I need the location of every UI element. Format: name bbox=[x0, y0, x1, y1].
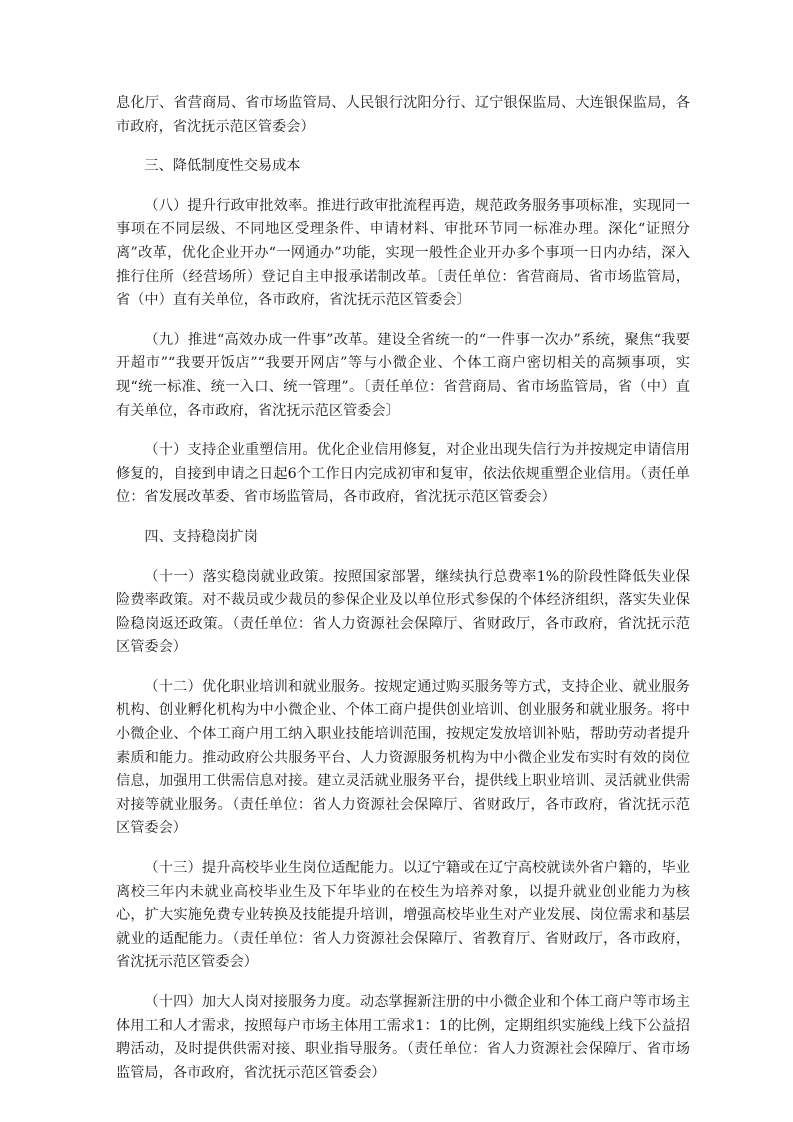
item-14-paragraph: （十四）加大人岗对接服务力度。动态掌握新注册的中小微企业和个体工商户等市场主体用工和人才需求，按照每户市场主体用工需求1：1的比例，定期组织实施线上线下公益招聘活动，及时提供供需对接、职业指导服务。（责任单位：省人力资源社会保障厅、省市场监管局，各市政府，省沈抚示范区管委会） bbox=[116, 994, 690, 1081]
item-12-paragraph: （十二）优化职业培训和就业服务。按规定通过购买服务等方式，支持企业、就业服务机构、创业孵化机构为中小微企业、个体工商户提供创业培训、创业服务和就业服务。将中小微企业、个体工商户用工纳入职业技能培训范围，按规定发放培训补贴，帮助劳动者提升素质和能力。推动政府公共服务平台、人力资源服务机构为中小微企业发布实时有效的岗位信息，加强用工供需信息对接。建立灵活就业服务平台，提供线上职业培训、灵活就业供需对接等就业服务。（责任单位：省人力资源社会保障厅、省财政厅，各市政府，省沈抚示范区管委会） bbox=[116, 678, 690, 837]
item-9-paragraph: （九）推进“高效办成一件事”改革。建设全省统一的“一件事一次办”系统，聚焦“我要开超市”“我要开饭店”“我要开网店”等与小微企业、个体工商户密切相关的高频事项，实现“统一标准、统一入口、统一管理”。〔责任单位：省营商局、省市场监管局，省（中）直有关单位，各市政府，省沈抚示范区管委会〕 bbox=[116, 331, 690, 419]
item-13-paragraph: （十三）提升高校毕业生岗位适配能力。以辽宁籍或在辽宁高校就读外省户籍的，毕业离校三年内未就业高校毕业生及下年毕业的在校生为培养对象，以提升就业创业能力为核心，扩大实施免费专业转换及技能提升培训，增强高校毕业生对产业发展、岗位需求和基层就业的适配能力。（责任单位：省人力资源社会保障厅、省教育厅、省财政厅，各市政府，省沈抚示范区管委会） bbox=[116, 860, 690, 971]
item-10-paragraph: （十）支持企业重塑信用。优化企业信用修复，对企业出现失信行为并按规定申请信用修复的，自接到申请之日起6个工作日内完成初审和复审，依法依规重塑企业信用。（责任单位：省发展改革委、省市场监管局，各市政府，省沈抚示范区管委会） bbox=[116, 442, 690, 506]
document-page bbox=[116, 92, 690, 1101]
intro-tail-paragraph: 息化厅、省营商局、省市场监管局、人民银行沈阳分行、辽宁银保监局、大连银保监局，各市政府，省沈抚示范区管委会） bbox=[116, 95, 690, 135]
item-8-paragraph: （八）提升行政审批效率。推进行政审批流程再造，规范政务服务事项标准，实现同一事项在不同层级、不同地区受理条件、申请材料、审批环节同一标准办理。深化“证照分离”改革，优化企业开办“一网通办”功能，实现一般性企业开办多个事项一日内办结，深入推行住所（经营场所）登记自主申报承诺制改革。〔责任单位：省营商局、省市场监管局，省（中）直有关单位，各市政府，省沈抚示范区管委会〕 bbox=[116, 197, 690, 309]
section-4-heading: 四、支持稳岗扩岗 bbox=[144, 528, 258, 545]
section-3-heading: 三、降低制度性交易成本 bbox=[144, 158, 301, 175]
item-11-paragraph: （十一）落实稳岗就业政策。按照国家部署，继续执行总费率1%的阶段性降低失业保险费率政策。对不裁员或少裁员的参保企业及以单位形式参保的个体经济组织，落实失业保险稳岗返还政策。（责任单位：省人力资源社会保障厅、省财政厅，各市政府，省沈抚示范区管委会） bbox=[116, 568, 690, 656]
